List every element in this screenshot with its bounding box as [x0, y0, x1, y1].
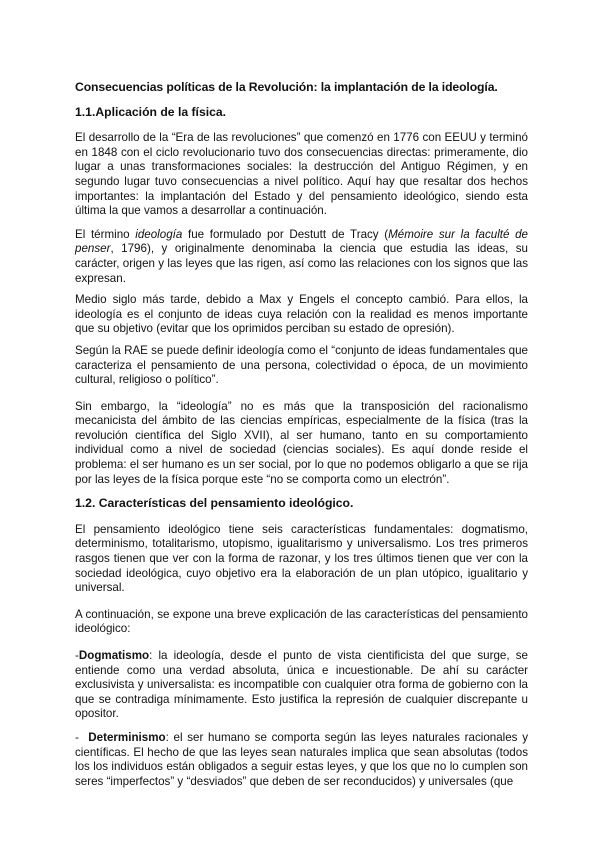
text-segment: El término: [75, 227, 136, 241]
list-dash: -: [75, 649, 79, 662]
paragraph-marx-engels: Medio siglo más tarde, debido a Max y Engels el concepto cambió. Para ellos, la ideología es el conjunto de ideas cuya relación con la realidad es menos importante que su objetivo (evitar que los oprimidos perciban su estado de opresión).: [75, 293, 528, 336]
document-title: Consecuencias políticas de la Revolución: la implantación de la ideología.: [75, 80, 498, 94]
section-heading-1-1: 1.1.Aplicación de la física.: [75, 104, 227, 119]
text-segment: : el ser humano se comporta según las leyes naturales racionales y científicas. El hecho de que las leyes sean naturales implica que sean absolutas (todos los los individuos están obligados a seguir estas leyes, y que los que no lo cumplen son seres “imperfectos” y “desviados” que deben de ser reconducidos) y universales (que: [75, 730, 528, 788]
term-determinismo: Determinismo: [88, 730, 166, 744]
paragraph-seis-caracteristicas: El pensamiento ideológico tiene seis características fundamentales: dogmatismo, determinismo, totalitarismo, utopismo, igualitarismo y universalismo. Los tres primeros rasgos tienen que ver con la forma de razonar, y los tres últimos tienen que ver con la sociedad ideológica, cuyo objetivo era la elaboración de un plan utópico, igualitario y universal.: [75, 522, 528, 595]
term-ideologia: ideología: [135, 227, 183, 241]
paragraph-era-revoluciones: El desarrollo de la “Era de las revoluciones” que comenzó en 1776 con EEUU y terminó en 1848 con el ciclo revolucionario tuvo dos consecuencias directas: primeramente, dio lugar a unas transformaciones sociales: la destrucción del Antiguo Régimen, y en segundo lugar tuvo consecuencias a nivel político. Aquí hay que resaltar dos hechos importantes: la implantación del Estado y del pensamiento ideológico, siendo esta última la que vamos a desarrollar a continuación.: [75, 131, 528, 218]
paragraph-racionalismo: Sin embargo, la “ideología” no es más que la transposición del racionalismo mecanicista del ámbito de las ciencias empíricas, especialmente de la física (tras la revolución científica del Siglo XVII), al ser humano, tanto en su comportamiento individual como a nivel de sociedad (ciencias sociales). Es aquí donde reside el problema: el ser humano es un ser social, por lo que no podemos obligarlo a que se rija por las leyes de la física porque este “no se comporta como un electrón”.: [75, 399, 528, 486]
section-heading-1-2: 1.2. Características del pensamiento ideológico.: [75, 496, 354, 511]
paragraph-determinismo: [75, 731, 528, 789]
paragraph-rae-definicion: Según la RAE se puede definir ideología como el “conjunto de ideas fundamentales que caracteriza el pensamiento de una persona, colectividad o época, de un movimiento cultural, religioso o político”.: [75, 343, 528, 387]
term-dogmatismo: Dogmatismo: [78, 649, 150, 662]
document-page: [75, 80, 528, 796]
work-title: Mémoire sur la faculté de penser: [75, 227, 528, 256]
text-segment: , 1796), y originalmente denominaba la ciencia que estudia las ideas, su carácter, origen y las leyes que las rigen, así como las relaciones con los signos que las expresan.: [75, 242, 528, 285]
paragraph-explicacion: A continuación, se expone una breve explicación de las características del pensamiento ideológico:: [75, 607, 528, 636]
paragraph-dogmatismo: [75, 649, 528, 722]
text-segment: fue formulado por Destutt de Tracy (: [182, 227, 389, 241]
paragraph-termino-ideologia: [75, 228, 528, 286]
list-dash: -: [75, 730, 89, 744]
text-segment: : la ideología, desde el punto de vista cientificista del que surge, se entiende como una verdad absoluta, única e incuestionable. De ahí su carácter exclusivista y universalista: es incompatible con cualquier otra forma de gobierno con la que se contradiga mínimamente. Esto justifica la represión de cualquier discrepante u opositor.: [75, 649, 528, 721]
